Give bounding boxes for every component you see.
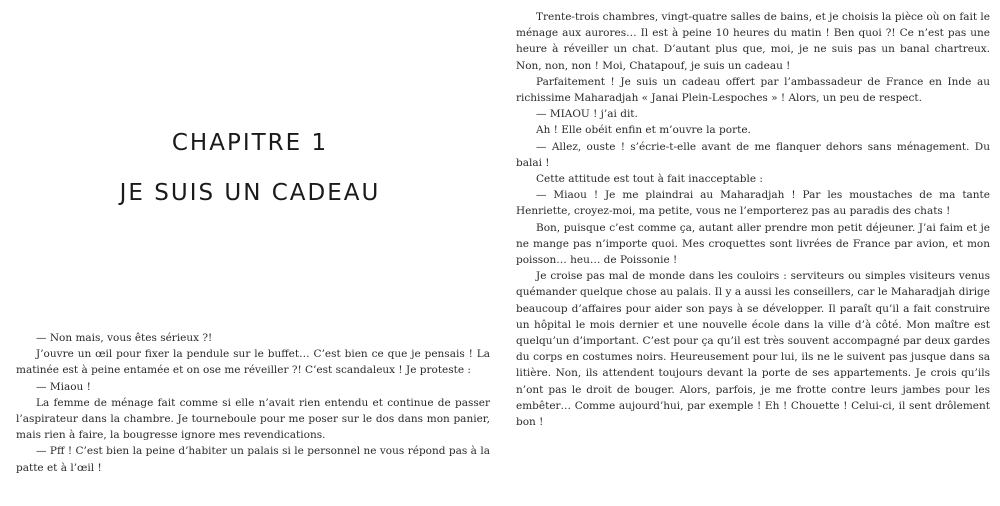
chapter-title: JE SUIS UN CADEAU	[119, 180, 381, 206]
paragraph: Parfaitement ! Je suis un cadeau offert par l’ambassadeur de France en Inde au richissime Maharadjah « Janai Plein-Lespoches » ! Alors, un peu de respect.	[516, 75, 990, 105]
paragraph: Je croise pas mal de monde dans les couloirs : serviteurs ou simples visiteurs venus quémander quelque chose au palais. Il y a aussi les conseillers, car le Maharadjah dirige beaucoup d’affaires pour aider son pays à se développer. Il paraît qu’il a fait construire un hôpital le mois dernier et une nouvelle école dans la ville d’à côté. Mon maître est quelqu’un d’important. C’est pour ça qu’il est très souvent accompagné par deux gardes du corps en costumes noirs. Heureusement pour lui, ils ne le suivent pas jusque dans sa litière. Non, ils attendent toujours devant la porte de ses appartements. Je crois qu’ils n’ont pas le droit de bouger. Alors, parfois, je me frotte contre leurs jambes pour les embêter… Comme aujourd’hui, par exemple ! Eh ! Chouette ! Celui-ci, il sent drôlement bon !	[516, 270, 990, 429]
paragraph: — Allez, ouste ! s’écrie-t-elle avant de me flanquer dehors sans ménagement. Du balai !	[516, 140, 990, 169]
paragraph: Cette attitude est tout à fait inacceptable :	[536, 173, 763, 186]
paragraph: Ah ! Elle obéit enfin et m’ouvre la porte.	[536, 124, 751, 137]
paragraph: Trente-trois chambres, vingt-quatre salles de bains, et je choisis la pièce où on fait le ménage aux aurores… Il est à peine 10 heures du matin ! Ben quoi ?! Ce n’est pas une heure à réveiller un chat. D’autant plus que, moi, je ne suis pas un banal chartreux. Non, non, non ! Moi, Chatapouf, je suis un cadeau !	[516, 11, 990, 72]
right-page-text	[516, 9, 990, 430]
right-page	[500, 0, 1000, 506]
paragraph: — Non mais, vous êtes sérieux ?!	[36, 332, 213, 344]
paragraph: — Miaou !	[36, 380, 91, 393]
paragraph: J’ouvre un œil pour fixer la pendule sur le buffet… C’est bien ce que je pensais ! La matinée est à peine entamée et on ose me réveiller ?! C’est scandaleux ! Je proteste :	[16, 348, 490, 377]
paragraph: Bon, puisque c’est comme ça, autant aller prendre mon petit déjeuner. J’ai faim et je ne mange pas n’importe quoi. Mes croquettes sont livrées de France par avion, et mon poisson… heu… de Poissonie !	[516, 221, 990, 267]
paragraph: — Pff ! C’est bien la peine d’habiter un palais si le personnel ne vous répond pas à la patte et à l’œil !	[16, 445, 490, 474]
chapter-number: CHAPITRE 1	[171, 130, 329, 156]
paragraph: La femme de ménage fait comme si elle n’avait rien entendu et continue de passer l’aspirateur dans la chambre. Je tourneboule pour me poser sur le dos dans mon panier, mais rien à faire, la bougresse ignore mes revendications.	[16, 396, 490, 442]
left-page-text	[16, 330, 490, 476]
paragraph: — MIAOU ! j’ai dit.	[536, 108, 638, 121]
paragraph: — Miaou ! Je me plaindrai au Maharadjah ! Par les moustaches de ma tante Henriette, croyez-moi, ma petite, vous ne l’emporterez pas au paradis des chats !	[516, 189, 990, 218]
